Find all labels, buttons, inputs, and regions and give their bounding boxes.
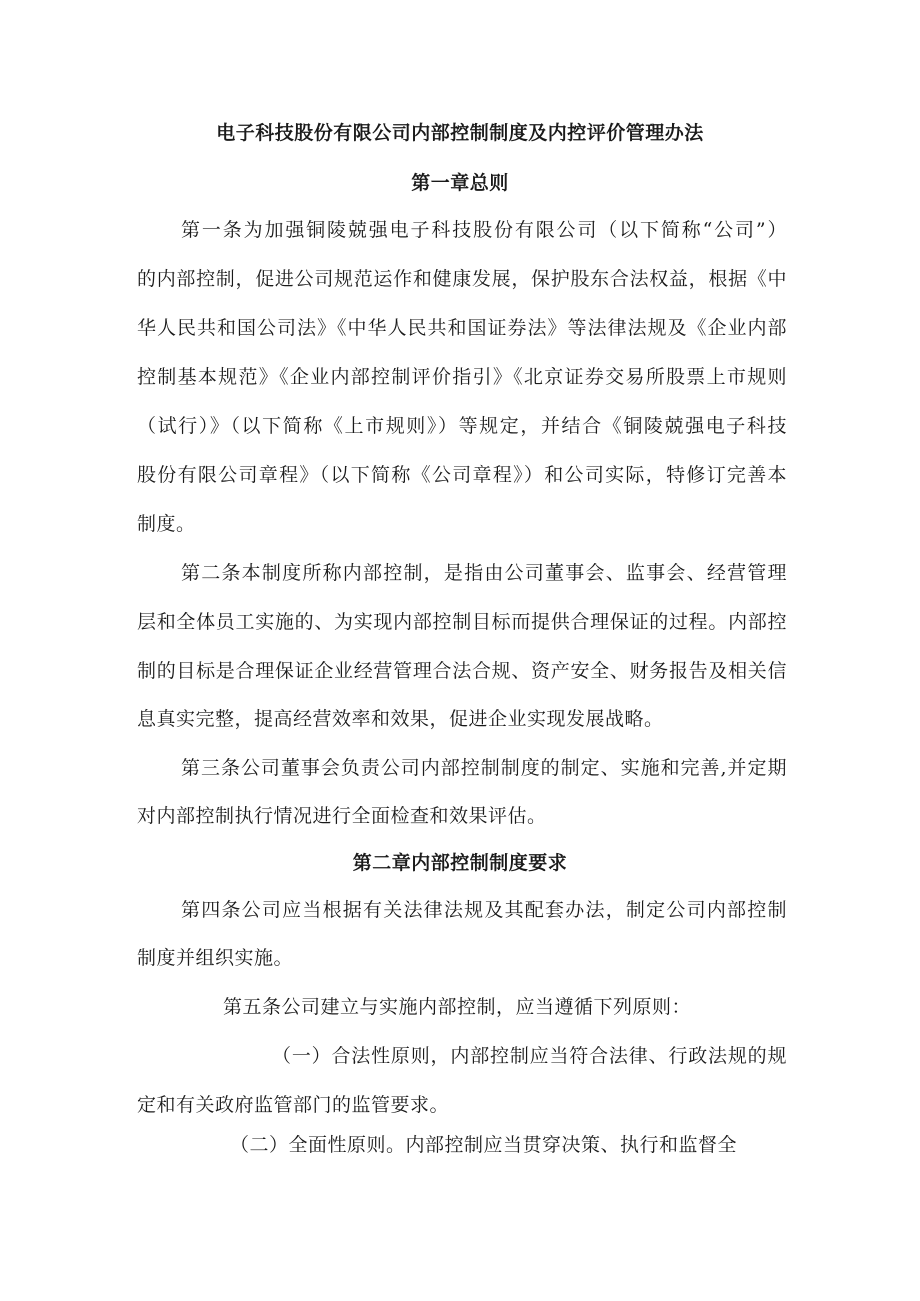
article-2-line-2: 层和全体员工实施的、为实现内部控制目标而提供合理保证的过程。内部控 — [137, 611, 787, 633]
document-title: 电子科技股份有限公司内部控制制度及内控评价管理办法 — [216, 122, 704, 144]
principle-2-line-1: （二）全面性原则。内部控制应当贯穿决策、执行和监督全 — [230, 1134, 738, 1156]
chapter-2-heading: 第二章内部控制制度要求 — [352, 852, 568, 874]
article-1-line-7: 制度。 — [137, 513, 196, 535]
article-2-line-4: 息真实完整，提高经营效率和效果，促进企业实现发展战略。 — [137, 708, 664, 730]
article-1-line-2: 的内部控制，促进公司规范运作和健康发展，保护股东合法权益，根据《中 — [137, 268, 787, 290]
article-3-line-2: 对内部控制执行情况进行全面检查和效果评估。 — [137, 805, 547, 827]
article-1-line-5: （试行）》（以下简称《上市规则》）等规定，并结合《铜陵兢强电子科技 — [137, 415, 787, 437]
principle-1-line-1: （一）合法性原则，内部控制应当符合法律、行政法规的规 — [272, 1045, 787, 1067]
chapter-1-heading: 第一章总则 — [411, 172, 509, 194]
article-4-line-2: 制度并组织实施。 — [137, 947, 294, 969]
article-3-line-1: 第三条公司董事会负责公司内部控制制度的制定、实施和完善,并定期 — [181, 757, 787, 779]
article-4-line-1: 第四条公司应当根据有关法律法规及其配套办法，制定公司内部控制 — [181, 899, 787, 921]
article-1-line-1: 第一条为加强铜陵兢强电子科技股份有限公司（以下简称“公司”） — [181, 219, 787, 241]
article-2-line-3: 制的目标是合理保证企业经营管理合法合规、资产安全、财务报告及相关信 — [137, 660, 787, 682]
article-1-line-4: 控制基本规范》《企业内部控制评价指引》《北京证券交易所股票上市规则 — [137, 366, 787, 388]
article-1-line-6: 股份有限公司章程》（以下简称《公司章程》）和公司实际，特修订完善本 — [137, 464, 787, 486]
principle-1-line-2: 定和有关政府监管部门的监管要求。 — [137, 1094, 450, 1116]
article-1-line-3: 华人民共和国公司法》《中华人民共和国证券法》等法律法规及《企业内部 — [137, 317, 787, 339]
article-2-line-1: 第二条本制度所称内部控制，是指由公司董事会、监事会、经营管理 — [181, 562, 787, 584]
article-5-line: 第五条公司建立与实施内部控制，应当遵循下列原则： — [223, 996, 692, 1018]
